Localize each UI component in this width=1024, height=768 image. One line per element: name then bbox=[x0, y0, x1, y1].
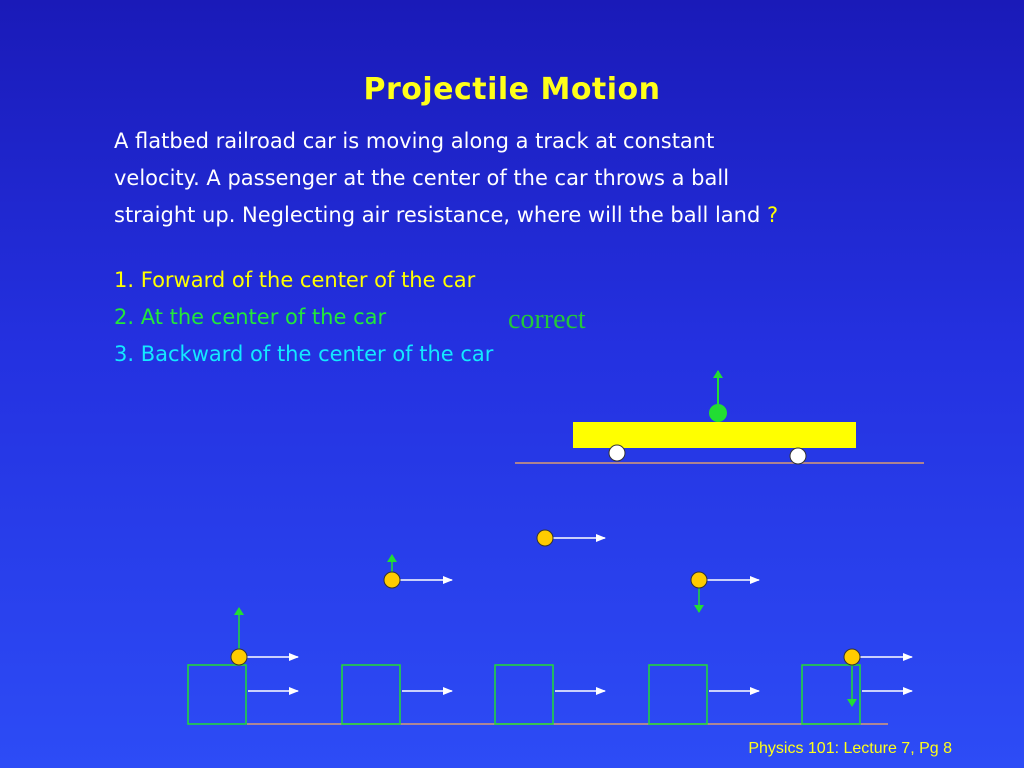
ball-4 bbox=[691, 572, 707, 588]
question-line-2: velocity. A passenger at the center of the car throws a ball bbox=[114, 166, 730, 190]
ball-3 bbox=[537, 530, 553, 546]
option-2-number: 2. bbox=[114, 305, 135, 329]
ball-position-5 bbox=[844, 649, 912, 706]
ball-1 bbox=[231, 649, 247, 665]
slide-title: Projectile Motion bbox=[363, 72, 661, 107]
ball-5 bbox=[844, 649, 860, 665]
flatcar-scene bbox=[515, 371, 924, 464]
ball-position-3 bbox=[537, 530, 605, 546]
ball-position-4 bbox=[691, 572, 759, 612]
flatcar-wheel-right bbox=[790, 448, 806, 464]
trajectory-sequence bbox=[188, 530, 912, 724]
question-line-3: straight up. Neglecting air resistance, where will the ball land bbox=[114, 203, 767, 227]
option-1-number: 1. bbox=[114, 268, 135, 292]
car-box-1 bbox=[188, 665, 246, 724]
car-ball bbox=[709, 404, 727, 422]
car-box-4 bbox=[649, 665, 707, 724]
slide-footer: Physics 101: Lecture 7, Pg 8 bbox=[748, 740, 952, 757]
correct-label: correct bbox=[508, 304, 586, 335]
car-box-2 bbox=[342, 665, 400, 724]
ball-2 bbox=[384, 572, 400, 588]
ball-position-1 bbox=[231, 608, 298, 665]
question-line-1: A flatbed railroad car is moving along a track at constant bbox=[114, 129, 715, 153]
option-1-text: Forward of the center of the car bbox=[140, 268, 476, 292]
flatcar-body bbox=[573, 422, 856, 448]
question-mark: ? bbox=[766, 203, 779, 227]
option-3-number: 3. bbox=[114, 342, 135, 366]
car-box-3 bbox=[495, 665, 553, 724]
option-3-text: Backward of the center of the car bbox=[140, 342, 494, 366]
option-2-text: At the center of the car bbox=[140, 305, 387, 329]
flatcar-wheel-left bbox=[609, 445, 625, 461]
ball-position-2 bbox=[384, 555, 452, 588]
